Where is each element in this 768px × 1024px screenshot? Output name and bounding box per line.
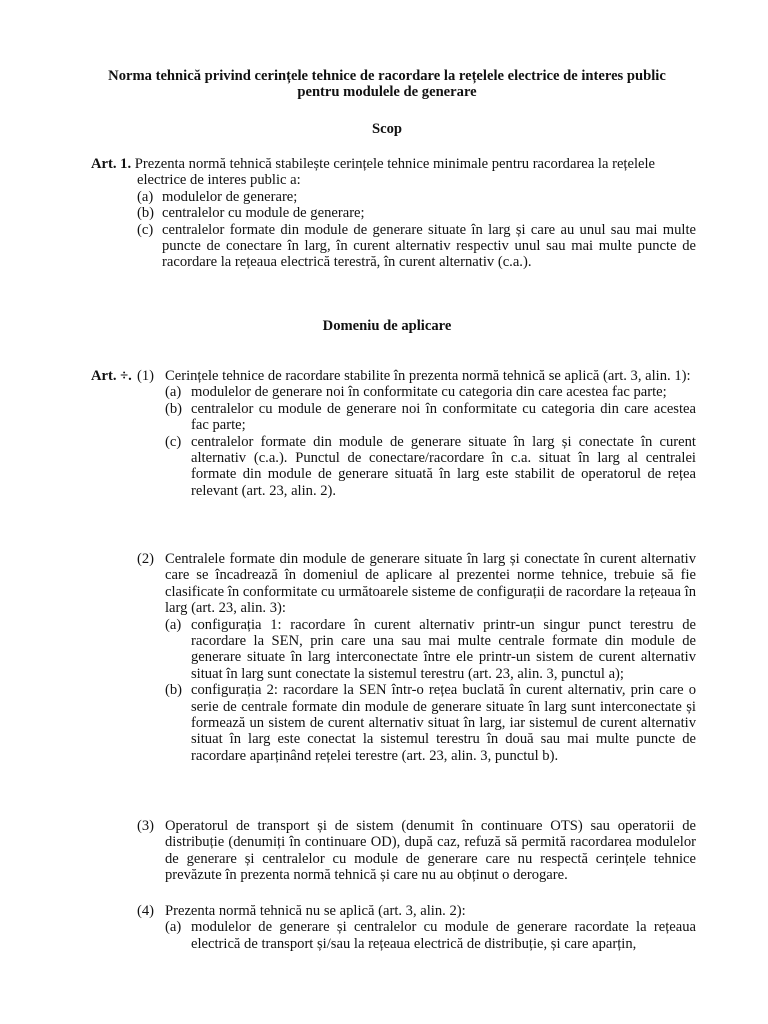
- article-2-paragraph-1: (1) Cerințele tehnice de racordare stabilite în prezenta normă tehnică se aplică (art. 3, alin. 1): (a) modulelor de generare noi în conformitate cu categoria din care acestea fac parte; (b) centralelor cu module de generare noi în conformitate cu categoria din care acestea fac parte; (c) centralelor formate din module de generare situate în larg și conectate în curent alternativ (c.a.). Punctul de conectare/racordare în c.a. situat în larg al centralei formate din module de generare situată în larg este stabilit de operatorul de rețea relevant (art. 23, alin. 2).: [91, 368, 696, 499]
- article-2-paragraph-4: (4) Prezenta normă tehnică nu se aplică (art. 3, alin. 2): (a) modulelor de generare și centralelor cu module de generare racordate la rețeaua electrică de transport și/sau la rețeaua electrică de distribuție, și care aparțin,: [91, 903, 696, 952]
- list-item: (b) centralelor cu module de generare;: [137, 205, 365, 222]
- article-2-label: Art. ÷.: [91, 368, 132, 384]
- title-line-2: pentru modulele de generare: [297, 84, 477, 101]
- article-1: [91, 156, 696, 271]
- list-item: (c) centralelor formate din module de generare situate în larg și conectate în curent alternativ (c.a.). Punctul de conectare/racordare în c.a. situat în larg al centralei formate din module de generare situată în larg este stabilit de operatorul de rețea relevant (art. 23, alin. 2).: [165, 433, 696, 499]
- heading-scop: Scop: [371, 121, 402, 137]
- list-item: (a) modulelor de generare noi în conformitate cu categoria din care acestea fac parte;: [165, 384, 667, 401]
- list-item: (a) modulelor de generare și centralelor cu module de generare racordate la rețeaua electrică de transport și/sau la rețeaua electrică de distribuție, și care aparțin,: [165, 919, 696, 952]
- article-1-lead: Prezenta normă tehnică stabilește cerințele tehnice minimale pentru racordarea la rețelele: [134, 156, 656, 172]
- list-item: (a) modulelor de generare;: [137, 188, 298, 205]
- article-1-cont: electrice de interes public a:: [137, 172, 301, 189]
- article-1-label: Art. 1.: [91, 156, 132, 172]
- heading-domeniu: Domeniu de aplicare: [322, 318, 452, 334]
- list-item: (a) configurația 1: racordare în curent alternativ printr-un singur punct terestru de racordare la SEN, prin care una sau mai multe centrale formate din module de generare situate în larg interconectate între ele printr-un sistem de curent alternativ situat în larg sunt conectate la sistemul terestru (art. 23, alin. 3, punctul a);: [165, 616, 696, 682]
- list-item: (b) configurația 2: racordare la SEN într-o rețea buclată în curent alternativ, prin care o serie de centrale formate din module de generare situate în larg sunt interconectate și formează un sistem de curent alternativ situat în larg, iar sistemul de curent alternativ situat în larg este conectat la sistemul terestru în două sau mai multe puncte de racordare aparținând rețelei terestre (art. 23, alin. 3, punctul b).: [165, 682, 696, 764]
- article-2-paragraph-2: (2) Centralele formate din module de generare situate în larg și conectate în curent alternativ care se încadrează în domeniul de aplicare al prezentei norme tehnice, trebuie să fie clasificate în conformitate cu următoarele sisteme de configurații de racordare la rețeaua în larg (art. 23, alin. 3): (a) configurația 1: racordare în curent alternativ printr-un singur punct terestru de racordare la SEN, prin care una sau mai multe centrale formate din module de generare situate în larg interconectate între ele printr-un sistem de curent alternativ situat în larg sunt conectate la sistemul terestru (art. 23, alin. 3, punctul a); (b) configurația 2: racordare la SEN într-o rețea buclată în curent alternativ, prin care o serie de centrale formate din module de generare situate în larg sunt interconectate și formează un sistem de curent alternativ situat în larg, iar sistemul de curent alternativ situat în larg este conectat la sistemul terestru în două sau mai multe puncte de racordare aparținând rețelei terestre (art. 23, alin. 3, punctul b).: [91, 551, 696, 764]
- list-item: (c) centralelor formate din module de generare situate în larg și care au unul sau mai multe puncte de conectare în larg, în curent alternativ respectiv unul sau mai multe puncte de racordare la rețeaua electrică terestră, în curent alternativ (c.a.).: [137, 221, 696, 271]
- title-line-1: Norma tehnică privind cerințele tehnice de racordare la rețelele electrice de interes public: [108, 68, 666, 84]
- document-title: [80, 68, 694, 101]
- article-2-paragraph-3: (3) Operatorul de transport și de sistem (denumit în continuare OTS) sau operatorii de distribuție (denumiți în continuare OD), după caz, refuză să permită racordarea modulelor de generare și centralelor cu module de generare care nu respectă cerințele tehnice prevăzute în prezenta normă tehnică și care nu au obținut o derogare.: [137, 818, 696, 884]
- list-item: (b) centralelor cu module de generare noi în conformitate cu categoria din care acestea fac parte;: [165, 400, 696, 434]
